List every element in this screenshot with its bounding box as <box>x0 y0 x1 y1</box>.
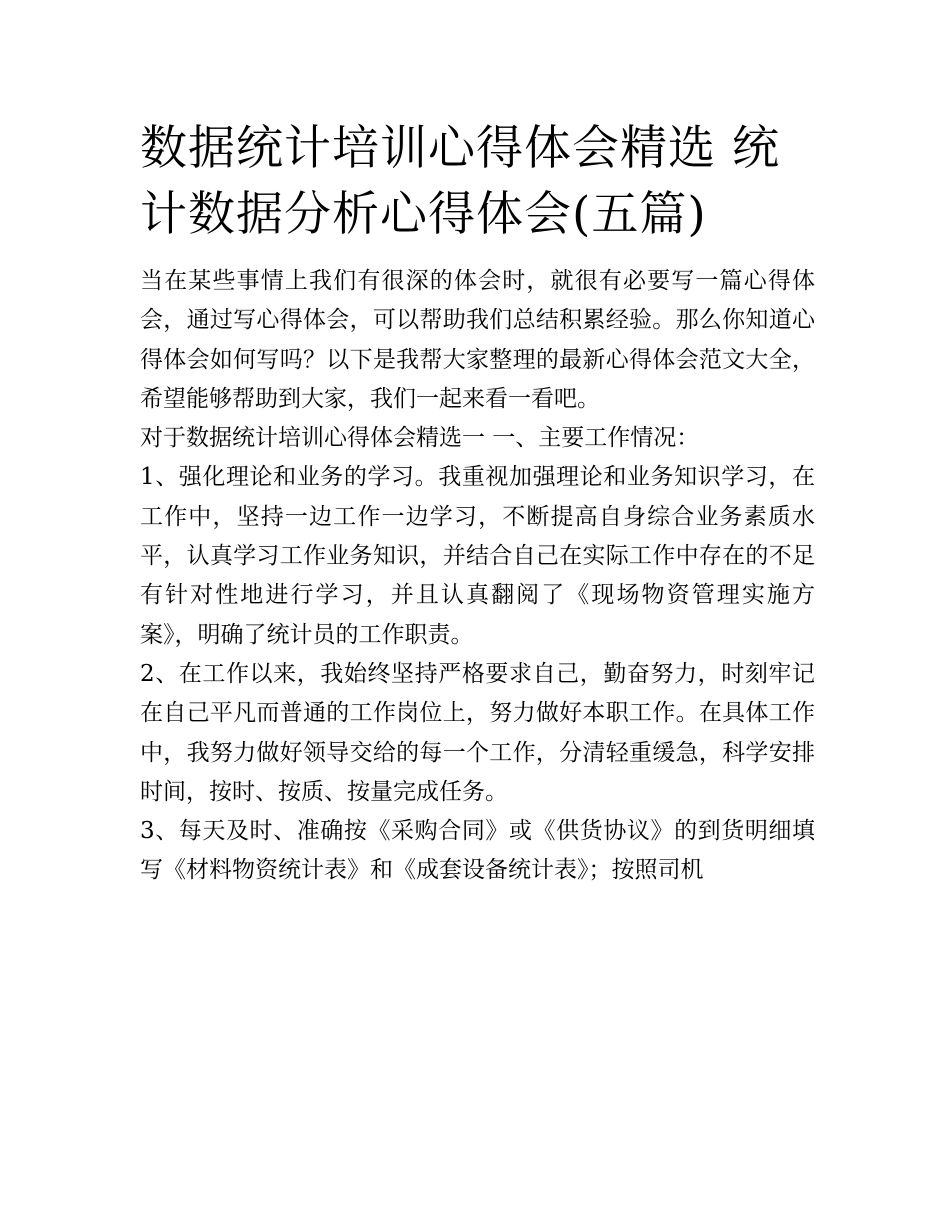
body-paragraph-1: 1、强化理论和业务的学习。我重视加强理论和业务知识学习，在工作中，坚持一边工作一边学习，不断提高自身综合业务素质水平，认真学习工作业务知识，并结合自己在实际工作中存在的不足有针对性地进行学习，并且认真翻阅了《现场物资管理实施方案》，明确了统计员的工作职责。 <box>140 464 815 648</box>
document-content <box>140 116 815 891</box>
section-heading-paragraph: 对于数据统计培训心得体会精选一 一、主要工作情况： <box>140 425 700 452</box>
body-paragraph-3: 3、每天及时、准确按《采购合同》或《供货协议》的到货明细填写《材料物资统计表》和《成套设备统计表》；按照司机 <box>140 818 815 884</box>
document-title: 数据统计培训心得体会精选 统计数据分析心得体会(五篇) <box>140 121 780 242</box>
intro-paragraph: 当在某些事情上我们有很深的体会时，就很有必要写一篇心得体会，通过写心得体会，可以帮助我们总结积累经验。那么你知道心得体会如何写吗？以下是我帮大家整理的最新心得体会范文大全，希望能够帮助到大家，我们一起来看一看吧。 <box>140 268 815 412</box>
body-paragraph-2: 2、在工作以来，我始终坚持严格要求自己，勤奋努力，时刻牢记在自己平凡而普通的工作岗位上，努力做好本职工作。在具体工作中，我努力做好领导交给的每一个工作，分清轻重缓急，科学安排时间，按时、按质、按量完成任务。 <box>140 660 815 805</box>
